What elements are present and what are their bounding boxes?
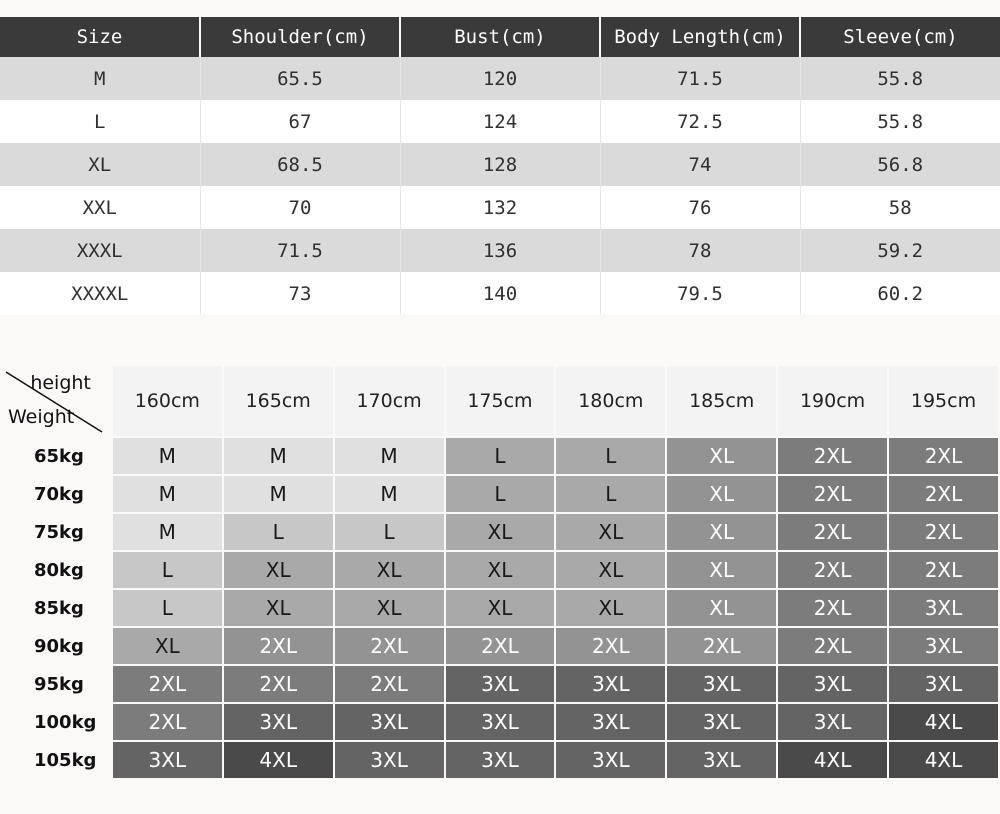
measurement-cell: 136 <box>400 229 600 272</box>
size-recommendation-table <box>0 364 1000 780</box>
size-cell: L <box>335 514 444 550</box>
size-cell: 3XL <box>778 704 887 740</box>
size-cell: L <box>113 590 222 626</box>
size-cell: M <box>224 476 333 512</box>
size-cell: 2XL <box>889 552 998 588</box>
size-cell: XL <box>224 590 333 626</box>
size-cell: 3XL <box>224 704 333 740</box>
size-cell: 3XL <box>667 742 776 778</box>
corner-cell <box>2 366 111 436</box>
height-label: height <box>30 372 91 394</box>
size-cell: 2XL <box>113 704 222 740</box>
measurement-cell: 59.2 <box>800 229 1000 272</box>
weight-row <box>2 704 998 740</box>
size-cell: M <box>113 438 222 474</box>
size-cell: 3XL <box>889 628 998 664</box>
measurement-cell: 55.8 <box>800 100 1000 143</box>
height-header-cell: 175cm <box>446 366 555 436</box>
measurement-cell: 72.5 <box>600 100 800 143</box>
measurement-cell: XL <box>0 143 200 186</box>
weight-cell: 105kg <box>2 742 111 778</box>
measurement-cell: 140 <box>400 272 600 315</box>
size-cell: XL <box>667 514 776 550</box>
measurement-cell: 71.5 <box>200 229 400 272</box>
weight-row <box>2 628 998 664</box>
measurement-row <box>0 186 1000 229</box>
size-cell: 3XL <box>667 704 776 740</box>
height-header-cell: 170cm <box>335 366 444 436</box>
size-cell: 3XL <box>335 704 444 740</box>
measurement-cell: 78 <box>600 229 800 272</box>
size-cell: 3XL <box>556 704 665 740</box>
measurement-row <box>0 57 1000 100</box>
measurement-cell: XXL <box>0 186 200 229</box>
weight-cell: 85kg <box>2 590 111 626</box>
size-cell: 2XL <box>335 666 444 702</box>
size-cell: L <box>446 476 555 512</box>
size-cell: XL <box>667 552 776 588</box>
size-cell: XL <box>667 590 776 626</box>
size-cell: XL <box>667 476 776 512</box>
height-header-cell: 190cm <box>778 366 887 436</box>
measurement-cell: 128 <box>400 143 600 186</box>
size-cell: 3XL <box>667 666 776 702</box>
measurement-row <box>0 100 1000 143</box>
size-cell: XL <box>446 514 555 550</box>
size-cell: 4XL <box>224 742 333 778</box>
size-cell: 3XL <box>113 742 222 778</box>
measurement-cell: 76 <box>600 186 800 229</box>
size-cell: 3XL <box>335 742 444 778</box>
height-header-row <box>2 366 998 436</box>
weight-label: Weight <box>8 406 75 428</box>
size-cell: 2XL <box>778 476 887 512</box>
measurement-row <box>0 143 1000 186</box>
size-cell: 2XL <box>889 514 998 550</box>
size-cell: XL <box>113 628 222 664</box>
size-cell: 4XL <box>889 704 998 740</box>
measurement-header-row <box>0 17 1000 57</box>
measurement-row <box>0 229 1000 272</box>
size-cell: XL <box>556 552 665 588</box>
weight-row <box>2 514 998 550</box>
measurement-cell: 79.5 <box>600 272 800 315</box>
height-header-cell: 195cm <box>889 366 998 436</box>
measurement-cell: 73 <box>200 272 400 315</box>
measurement-cell: 132 <box>400 186 600 229</box>
weight-row <box>2 438 998 474</box>
measurement-table <box>0 17 1000 315</box>
size-cell: L <box>556 438 665 474</box>
size-cell: L <box>556 476 665 512</box>
size-cell: L <box>446 438 555 474</box>
size-cell: M <box>335 438 444 474</box>
measurement-cell: 68.5 <box>200 143 400 186</box>
height-header-cell: 160cm <box>113 366 222 436</box>
height-header-cell: 185cm <box>667 366 776 436</box>
height-header-cell: 165cm <box>224 366 333 436</box>
measurement-cell: XXXL <box>0 229 200 272</box>
size-cell: 4XL <box>778 742 887 778</box>
weight-row <box>2 590 998 626</box>
size-cell: 3XL <box>446 704 555 740</box>
header-sleeve: Sleeve(cm) <box>800 17 1000 57</box>
weight-cell: 70kg <box>2 476 111 512</box>
measurement-cell: 60.2 <box>800 272 1000 315</box>
size-cell: 2XL <box>556 628 665 664</box>
measurement-cell: 56.8 <box>800 143 1000 186</box>
size-cell: M <box>113 514 222 550</box>
size-cell: 3XL <box>889 590 998 626</box>
size-cell: 3XL <box>446 742 555 778</box>
size-cell: 2XL <box>335 628 444 664</box>
size-cell: XL <box>446 590 555 626</box>
size-cell: 3XL <box>446 666 555 702</box>
measurement-row <box>0 272 1000 315</box>
size-cell: 2XL <box>889 476 998 512</box>
size-cell: 2XL <box>667 628 776 664</box>
size-cell: 3XL <box>556 666 665 702</box>
measurement-cell: 67 <box>200 100 400 143</box>
size-cell: XL <box>224 552 333 588</box>
size-cell: XL <box>335 552 444 588</box>
size-cell: M <box>335 476 444 512</box>
weight-cell: 100kg <box>2 704 111 740</box>
measurement-cell: 124 <box>400 100 600 143</box>
size-cell: L <box>113 552 222 588</box>
size-cell: 2XL <box>889 438 998 474</box>
size-cell: 2XL <box>778 438 887 474</box>
weight-row <box>2 552 998 588</box>
size-cell: 2XL <box>778 590 887 626</box>
size-cell: 2XL <box>224 666 333 702</box>
weight-cell: 95kg <box>2 666 111 702</box>
header-shoulder: Shoulder(cm) <box>200 17 400 57</box>
size-cell: XL <box>446 552 555 588</box>
weight-cell: 80kg <box>2 552 111 588</box>
weight-cell: 65kg <box>2 438 111 474</box>
measurement-body <box>0 57 1000 315</box>
size-cell: 2XL <box>224 628 333 664</box>
size-cell: 2XL <box>778 514 887 550</box>
size-cell: XL <box>556 590 665 626</box>
header-bust: Bust(cm) <box>400 17 600 57</box>
size-cell: M <box>224 438 333 474</box>
measurement-cell: 65.5 <box>200 57 400 100</box>
size-cell: 2XL <box>778 552 887 588</box>
measurement-cell: 71.5 <box>600 57 800 100</box>
measurement-cell: 74 <box>600 143 800 186</box>
weight-row <box>2 666 998 702</box>
measurement-cell: L <box>0 100 200 143</box>
size-cell: 3XL <box>778 666 887 702</box>
measurement-cell: 70 <box>200 186 400 229</box>
header-body-length: Body Length(cm) <box>600 17 800 57</box>
header-size: Size <box>0 17 200 57</box>
size-cell: 2XL <box>446 628 555 664</box>
measurement-cell: 55.8 <box>800 57 1000 100</box>
weight-cell: 75kg <box>2 514 111 550</box>
weight-cell: 90kg <box>2 628 111 664</box>
size-cell: 2XL <box>113 666 222 702</box>
size-cell: 3XL <box>889 666 998 702</box>
measurement-cell: 58 <box>800 186 1000 229</box>
weight-row <box>2 476 998 512</box>
size-cell: XL <box>556 514 665 550</box>
size-cell: M <box>113 476 222 512</box>
size-cell: 3XL <box>556 742 665 778</box>
measurement-cell: XXXXL <box>0 272 200 315</box>
size-cell: 2XL <box>778 628 887 664</box>
size-cell: 4XL <box>889 742 998 778</box>
size-cell: XL <box>667 438 776 474</box>
weight-row <box>2 742 998 778</box>
measurement-cell: M <box>0 57 200 100</box>
measurement-cell: 120 <box>400 57 600 100</box>
height-header-cell: 180cm <box>556 366 665 436</box>
size-cell: L <box>224 514 333 550</box>
size-cell: XL <box>335 590 444 626</box>
